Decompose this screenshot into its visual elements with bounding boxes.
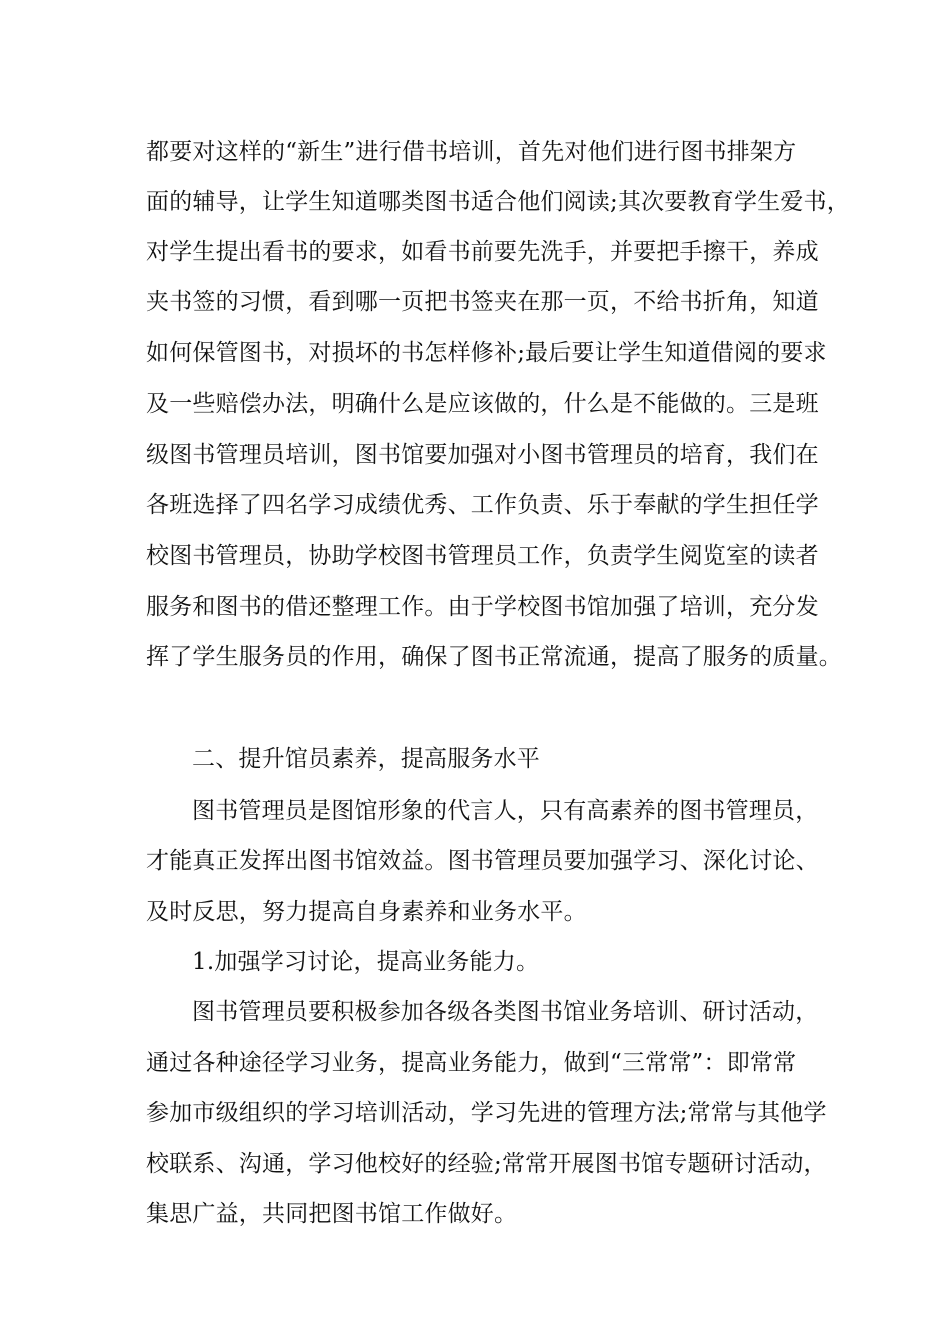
paragraph-line: 挥了学生服务员的作用，确保了图书正常流通，提高了服务的质量。 [146,644,842,670]
paragraph-line: 如何保管图书，对损坏的书怎样修补;最后要让学生知道借阅的要求 [146,340,827,366]
paragraph-line: 图书管理员是图馆形象的代言人，只有高素养的图书管理员， [192,798,819,824]
paragraph-line: 校联系、沟通，学习他校好的经验;常常开展图书馆专题研讨活动， [146,1151,827,1177]
subheading: 1.加强学习讨论，提高业务能力。 [192,949,540,975]
paragraph-line: 集思广益，共同把图书馆工作做好。 [146,1201,518,1227]
paragraph-line: 图书管理员要积极参加各级各类图书馆业务培训、研讨活动， [192,999,819,1025]
paragraph-line: 面的辅导，让学生知道哪类图书适合他们阅读;其次要教育学生爱书， [146,189,850,215]
paragraph-line: 参加市级组织的学习培训活动，学习先进的管理方法;常常与其他学 [146,1100,827,1126]
paragraph-line: 都要对这样的“新生”进行借书培训，首先对他们进行图书排架方 [146,139,797,165]
paragraph-line: 对学生提出看书的要求，如看书前要先洗手，并要把手擦干，养成 [146,239,819,265]
paragraph-line: 夹书签的习惯，看到哪一页把书签夹在那一页，不给书折角，知道 [146,289,819,315]
paragraph-line: 各班选择了四名学习成绩优秀、工作负责、乐于奉献的学生担任学 [146,492,819,518]
paragraph-line: 通过各种途径学习业务，提高业务能力，做到“三常常”：即常常 [146,1050,797,1076]
paragraph-line: 级图书管理员培训，图书馆要加强对小图书管理员的培育，我们在 [146,442,819,468]
section-heading: 二、提升馆员素养，提高服务水平 [192,746,540,772]
paragraph-line: 及一些赔偿办法，明确什么是应该做的，什么是不能做的。三是班 [146,391,819,417]
paragraph-line: 校图书管理员，协助学校图书管理员工作，负责学生阅览室的读者 [146,543,819,569]
paragraph-line: 及时反思，努力提高自身素养和业务水平。 [146,899,587,925]
paragraph-line: 才能真正发挥出图书馆效益。图书管理员要加强学习、深化讨论、 [146,848,819,874]
paragraph-line: 服务和图书的借还整理工作。由于学校图书馆加强了培训，充分发 [146,594,819,620]
